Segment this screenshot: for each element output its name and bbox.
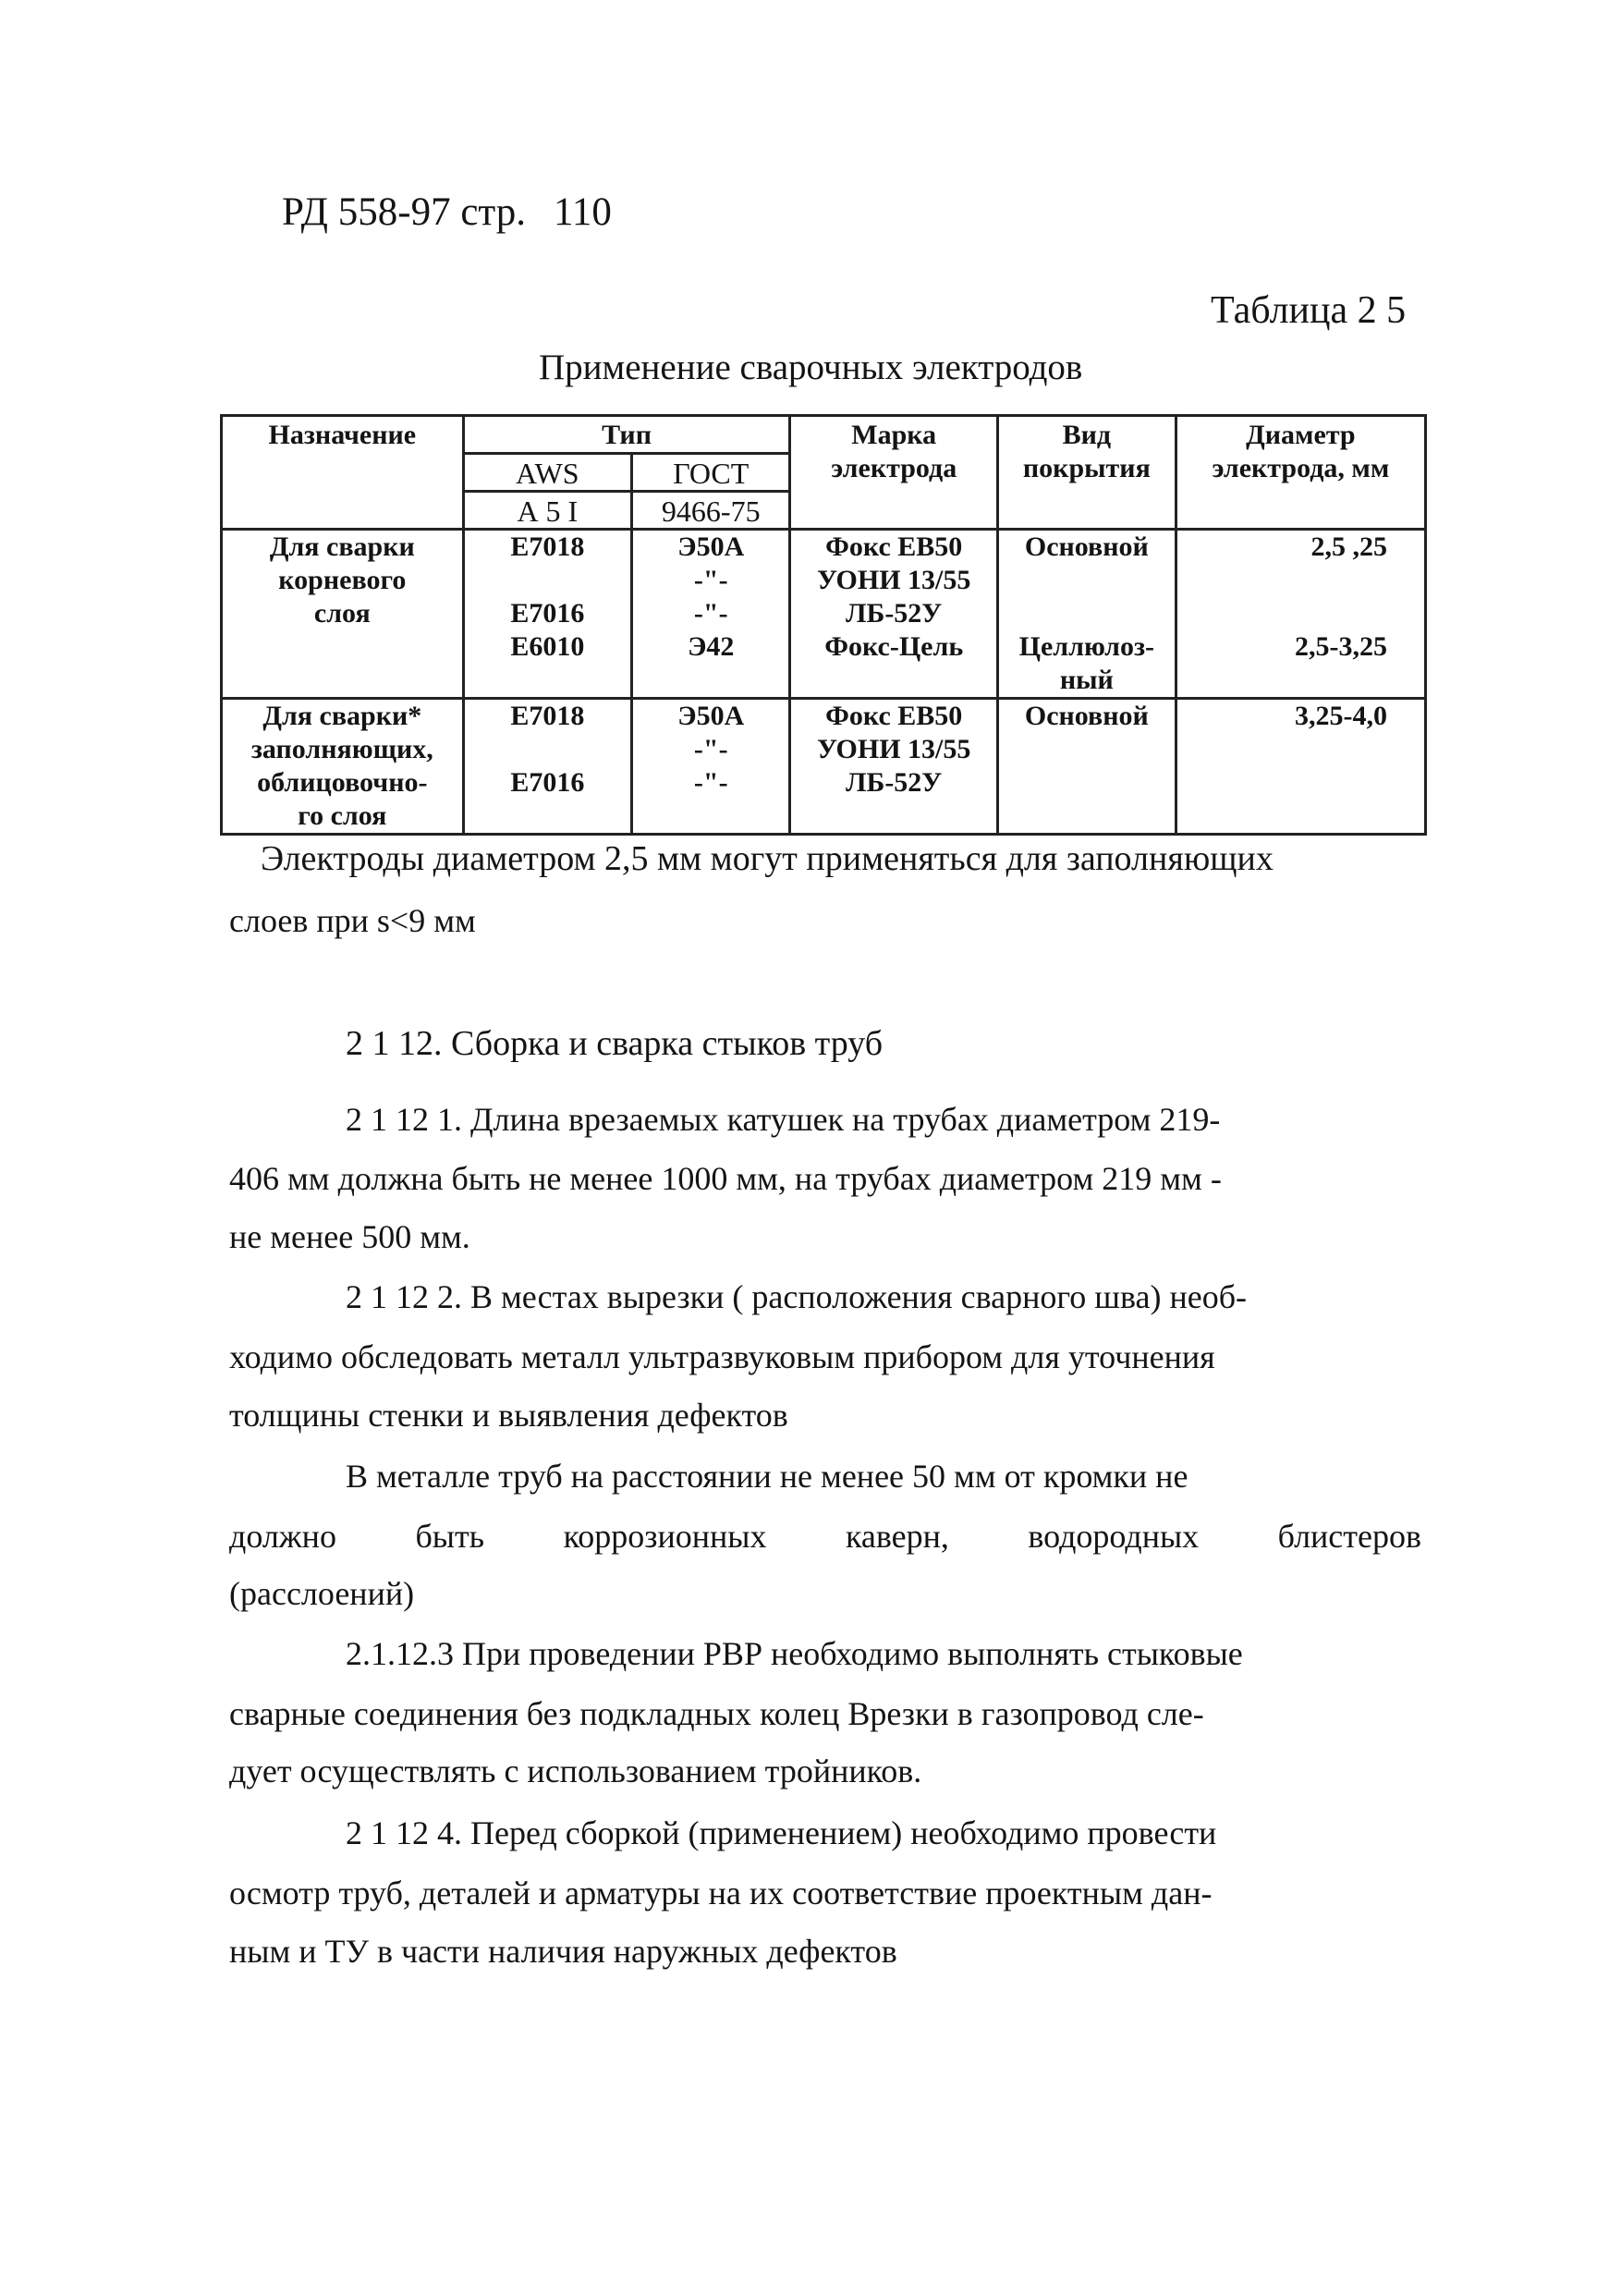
p4-line-2: сварные соединения без подкладных колец Врезки в газопровод сле-	[229, 1695, 1204, 1732]
col-purpose-header: Назначение	[222, 416, 464, 530]
cell-coating: Основной	[997, 699, 1176, 835]
cell-purpose: Для сварки* заполняющих, облицовочно- го слоя	[222, 699, 464, 835]
col-diameter-header: Диаметр электрода, мм	[1176, 416, 1425, 530]
p2-line-3: толщины стенки и выявления дефектов	[229, 1397, 788, 1434]
table-row-root-layer	[222, 530, 1426, 699]
cell-diameter: 3,25-4,0	[1176, 699, 1425, 835]
table-note-line-1: Электроды диаметром 2,5 мм могут применяться для заполняющих	[261, 839, 1274, 878]
col-aws-standard: А 5 I	[463, 492, 631, 530]
section-heading: 2 1 12. Сборка и сварка стыков труб	[346, 1024, 884, 1063]
p1-line-2: 406 мм должна быть не менее 1000 мм, на трубах диаметром 219 мм -	[229, 1160, 1222, 1197]
table-row-fill-layer	[222, 699, 1426, 835]
p1-line-1: 2 1 12 1. Длина врезаемых катушек на трубах диаметром 219-	[346, 1101, 1221, 1138]
col-gost-standard: 9466-75	[632, 492, 790, 530]
cell-purpose: Для сварки корневого слоя	[222, 530, 464, 699]
p2-line-2: ходимо обследовать металл ультразвуковым прибором для уточнения	[229, 1338, 1215, 1375]
table-caption: Таблица 2 5	[1211, 289, 1407, 332]
col-gost-header: ГОСТ	[632, 454, 790, 492]
p4-line-3: дует осуществлять с использованием тройников.	[229, 1753, 922, 1789]
cell-coating: Основной Целлюлоз- ный	[997, 530, 1176, 699]
col-aws-header: AWS	[463, 454, 631, 492]
cell-brand: Фокс ЕВ50 УОНИ 13/55 ЛБ-52У	[790, 699, 997, 835]
page-header	[282, 189, 612, 235]
cell-gost: Э50А -"- -"- Э42	[632, 530, 790, 699]
p3-line-3: (расслоений)	[229, 1575, 415, 1612]
cell-diameter: 2,5 ,25 2,5-3,25	[1176, 530, 1425, 699]
page-number: 110	[553, 190, 612, 234]
cell-brand: Фокс ЕВ50 УОНИ 13/55 ЛБ-52У Фокс-Цель	[790, 530, 997, 699]
p2-line-1: 2 1 12 2. В местах вырезки ( расположения сварного шва) необ-	[346, 1278, 1248, 1315]
col-brand-header: Марка электрода	[790, 416, 997, 530]
table-title: Применение сварочных электродов	[539, 348, 1083, 387]
p1-line-3: не менее 500 мм.	[229, 1218, 470, 1255]
table-note-line-2: слоев при s<9 мм	[229, 902, 476, 939]
document-code: РД 558-97 стр.	[282, 190, 526, 234]
p5-line-2: осмотр труб, деталей и арматуры на их соответствие проектным дан-	[229, 1875, 1213, 1911]
cell-gost: Э50А -"- -"-	[632, 699, 790, 835]
p5-line-1: 2 1 12 4. Перед сборкой (применением) необходимо провести	[346, 1814, 1217, 1851]
col-type-header: Тип	[463, 416, 790, 454]
p5-line-3: ным и ТУ в части наличия наружных дефектов	[229, 1933, 897, 1970]
col-coating-header: Вид покрытия	[997, 416, 1176, 530]
electrodes-table	[220, 414, 1427, 836]
cell-aws: E7018 E7016	[463, 699, 631, 835]
p3-line-2: должно быть коррозионных каверн, водородных блистеров	[229, 1518, 1421, 1555]
p3-line-1: В металле труб на расстоянии не менее 50 мм от кромки не	[346, 1458, 1188, 1495]
p4-line-1: 2.1.12.3 При проведении РВР необходимо выполнять стыковые	[346, 1635, 1243, 1672]
table-header-row	[222, 416, 1426, 454]
cell-aws: E7018 E7016 E6010	[463, 530, 631, 699]
